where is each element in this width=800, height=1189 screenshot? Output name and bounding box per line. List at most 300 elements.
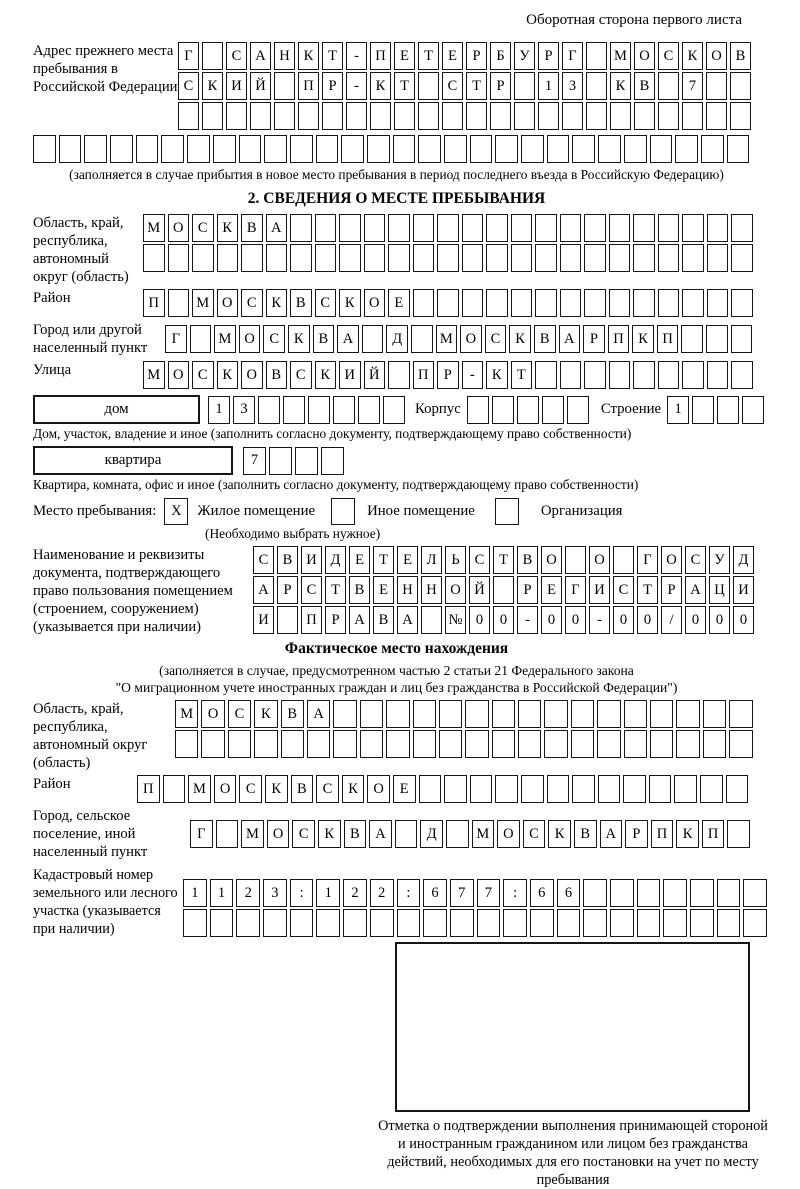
- char-box[interactable]: [370, 909, 394, 937]
- char-box[interactable]: Р: [277, 576, 298, 604]
- char-box[interactable]: К: [288, 325, 310, 353]
- char-box[interactable]: [707, 244, 729, 272]
- char-box[interactable]: В: [534, 325, 556, 353]
- char-box[interactable]: [682, 244, 704, 272]
- char-box[interactable]: [413, 244, 435, 272]
- char-box[interactable]: [495, 135, 518, 163]
- char-box[interactable]: [418, 102, 439, 130]
- char-box[interactable]: О: [214, 775, 237, 803]
- char-box[interactable]: [467, 396, 489, 424]
- char-box[interactable]: [411, 325, 433, 353]
- char-box[interactable]: [707, 289, 729, 317]
- char-box[interactable]: 0: [709, 606, 730, 634]
- char-box[interactable]: Е: [373, 576, 394, 604]
- char-box[interactable]: [386, 700, 409, 728]
- char-box[interactable]: [544, 730, 567, 758]
- char-box[interactable]: О: [445, 576, 466, 604]
- char-box[interactable]: [707, 214, 729, 242]
- char-box[interactable]: [168, 289, 190, 317]
- char-box[interactable]: В: [266, 361, 288, 389]
- char-box[interactable]: Е: [394, 42, 415, 70]
- char-box[interactable]: [250, 102, 271, 130]
- char-box[interactable]: [495, 775, 518, 803]
- char-box[interactable]: С: [485, 325, 507, 353]
- char-box[interactable]: [388, 244, 410, 272]
- char-box[interactable]: -: [462, 361, 484, 389]
- char-box[interactable]: [503, 909, 527, 937]
- char-box[interactable]: [343, 909, 367, 937]
- char-box[interactable]: П: [651, 820, 674, 848]
- char-box[interactable]: [572, 135, 595, 163]
- char-box[interactable]: Д: [386, 325, 408, 353]
- char-box[interactable]: О: [241, 361, 263, 389]
- char-box[interactable]: М: [143, 214, 165, 242]
- char-box[interactable]: [562, 102, 583, 130]
- char-box[interactable]: Р: [322, 72, 343, 100]
- char-box[interactable]: [201, 730, 224, 758]
- char-box[interactable]: [274, 102, 295, 130]
- char-box[interactable]: [486, 214, 508, 242]
- char-box[interactable]: В: [574, 820, 597, 848]
- char-box[interactable]: Р: [325, 606, 346, 634]
- char-box[interactable]: [676, 700, 699, 728]
- char-box[interactable]: [163, 775, 186, 803]
- char-box[interactable]: [658, 244, 680, 272]
- char-box[interactable]: [690, 879, 714, 907]
- char-box[interactable]: [557, 909, 581, 937]
- char-box[interactable]: [609, 361, 631, 389]
- char-box[interactable]: [263, 909, 287, 937]
- char-box[interactable]: [346, 102, 367, 130]
- char-box[interactable]: Д: [325, 546, 346, 574]
- char-box[interactable]: [190, 325, 212, 353]
- char-box[interactable]: О: [460, 325, 482, 353]
- char-box[interactable]: [358, 396, 380, 424]
- char-box[interactable]: В: [291, 775, 314, 803]
- char-box[interactable]: [729, 730, 752, 758]
- char-box[interactable]: [470, 135, 493, 163]
- char-box[interactable]: [419, 775, 442, 803]
- char-box[interactable]: [583, 909, 607, 937]
- char-box[interactable]: [333, 396, 355, 424]
- char-box[interactable]: Г: [178, 42, 199, 70]
- char-box[interactable]: Л: [421, 546, 442, 574]
- char-box[interactable]: Е: [393, 775, 416, 803]
- char-box[interactable]: П: [370, 42, 391, 70]
- char-box[interactable]: [241, 244, 263, 272]
- checkbox-org[interactable]: [495, 498, 519, 525]
- char-box[interactable]: С: [253, 546, 274, 574]
- char-box[interactable]: В: [290, 289, 312, 317]
- char-box[interactable]: [307, 730, 330, 758]
- char-box[interactable]: [690, 909, 714, 937]
- char-box[interactable]: П: [413, 361, 435, 389]
- char-box[interactable]: [658, 361, 680, 389]
- char-box[interactable]: [518, 700, 541, 728]
- char-box[interactable]: [418, 135, 441, 163]
- char-box[interactable]: А: [559, 325, 581, 353]
- char-box[interactable]: [565, 546, 586, 574]
- char-box[interactable]: Т: [322, 42, 343, 70]
- char-box[interactable]: [321, 447, 344, 475]
- char-box[interactable]: А: [369, 820, 392, 848]
- char-box[interactable]: М: [214, 325, 236, 353]
- char-box[interactable]: [658, 289, 680, 317]
- char-box[interactable]: П: [657, 325, 679, 353]
- char-box[interactable]: Й: [469, 576, 490, 604]
- char-box[interactable]: [413, 214, 435, 242]
- char-box[interactable]: [586, 102, 607, 130]
- char-box[interactable]: О: [589, 546, 610, 574]
- char-box[interactable]: [277, 606, 298, 634]
- char-box[interactable]: [465, 730, 488, 758]
- char-box[interactable]: [466, 102, 487, 130]
- char-box[interactable]: [290, 135, 313, 163]
- char-box[interactable]: [59, 135, 82, 163]
- char-box[interactable]: [633, 361, 655, 389]
- char-box[interactable]: Н: [397, 576, 418, 604]
- char-box[interactable]: Е: [397, 546, 418, 574]
- char-box[interactable]: Й: [250, 72, 271, 100]
- char-box[interactable]: И: [253, 606, 274, 634]
- char-box[interactable]: [584, 289, 606, 317]
- char-box[interactable]: [178, 102, 199, 130]
- char-box[interactable]: -: [589, 606, 610, 634]
- char-box[interactable]: Й: [364, 361, 386, 389]
- char-box[interactable]: [729, 700, 752, 728]
- char-box[interactable]: М: [610, 42, 631, 70]
- char-box[interactable]: [682, 214, 704, 242]
- char-box[interactable]: [493, 576, 514, 604]
- char-box[interactable]: [706, 72, 727, 100]
- char-box[interactable]: [462, 244, 484, 272]
- char-box[interactable]: [681, 325, 703, 353]
- char-box[interactable]: Г: [190, 820, 213, 848]
- checkbox-zhiloe[interactable]: X: [164, 498, 188, 525]
- char-box[interactable]: [560, 214, 582, 242]
- char-box[interactable]: [742, 396, 764, 424]
- char-box[interactable]: [187, 135, 210, 163]
- char-box[interactable]: С: [228, 700, 251, 728]
- char-box[interactable]: 0: [565, 606, 586, 634]
- char-box[interactable]: Р: [538, 42, 559, 70]
- char-box[interactable]: И: [339, 361, 361, 389]
- char-box[interactable]: Т: [325, 576, 346, 604]
- char-box[interactable]: [586, 42, 607, 70]
- char-box[interactable]: [613, 546, 634, 574]
- char-box[interactable]: [511, 214, 533, 242]
- char-box[interactable]: 1: [183, 879, 207, 907]
- char-box[interactable]: [637, 879, 661, 907]
- char-box[interactable]: [663, 909, 687, 937]
- char-box[interactable]: [446, 820, 469, 848]
- char-box[interactable]: К: [266, 289, 288, 317]
- char-box[interactable]: [571, 700, 594, 728]
- char-box[interactable]: Р: [490, 72, 511, 100]
- char-box[interactable]: 7: [243, 447, 266, 475]
- char-box[interactable]: У: [514, 42, 535, 70]
- char-box[interactable]: [584, 244, 606, 272]
- char-box[interactable]: Г: [565, 576, 586, 604]
- char-box[interactable]: Р: [517, 576, 538, 604]
- char-box[interactable]: Н: [421, 576, 442, 604]
- char-box[interactable]: В: [634, 72, 655, 100]
- char-box[interactable]: [360, 730, 383, 758]
- char-box[interactable]: [210, 909, 234, 937]
- char-box[interactable]: [383, 396, 405, 424]
- char-box[interactable]: [609, 244, 631, 272]
- char-box[interactable]: [518, 730, 541, 758]
- char-box[interactable]: [486, 244, 508, 272]
- char-box[interactable]: 6: [557, 879, 581, 907]
- char-box[interactable]: [743, 909, 767, 937]
- char-box[interactable]: [161, 135, 184, 163]
- char-box[interactable]: [492, 730, 515, 758]
- char-box[interactable]: С: [685, 546, 706, 574]
- char-box[interactable]: И: [226, 72, 247, 100]
- char-box[interactable]: [682, 289, 704, 317]
- char-box[interactable]: [283, 396, 305, 424]
- char-box[interactable]: 0: [493, 606, 514, 634]
- char-box[interactable]: [633, 289, 655, 317]
- char-box[interactable]: [706, 102, 727, 130]
- char-box[interactable]: С: [301, 576, 322, 604]
- char-box[interactable]: К: [217, 361, 239, 389]
- char-box[interactable]: [542, 396, 564, 424]
- char-box[interactable]: 2: [370, 879, 394, 907]
- char-box[interactable]: О: [267, 820, 290, 848]
- char-box[interactable]: [726, 775, 749, 803]
- char-box[interactable]: [266, 244, 288, 272]
- char-box[interactable]: [388, 214, 410, 242]
- char-box[interactable]: [517, 396, 539, 424]
- char-box[interactable]: [423, 909, 447, 937]
- char-box[interactable]: А: [250, 42, 271, 70]
- char-box[interactable]: 3: [562, 72, 583, 100]
- char-box[interactable]: С: [315, 289, 337, 317]
- char-box[interactable]: [274, 72, 295, 100]
- char-box[interactable]: [290, 909, 314, 937]
- char-box[interactable]: С: [241, 289, 263, 317]
- char-box[interactable]: К: [315, 361, 337, 389]
- char-box[interactable]: [192, 244, 214, 272]
- char-box[interactable]: [633, 244, 655, 272]
- char-box[interactable]: М: [143, 361, 165, 389]
- char-box[interactable]: П: [301, 606, 322, 634]
- char-box[interactable]: [110, 135, 133, 163]
- char-box[interactable]: С: [292, 820, 315, 848]
- char-box[interactable]: Т: [373, 546, 394, 574]
- char-box[interactable]: Д: [733, 546, 754, 574]
- char-box[interactable]: -: [517, 606, 538, 634]
- char-box[interactable]: [511, 244, 533, 272]
- char-box[interactable]: [706, 325, 728, 353]
- char-box[interactable]: С: [239, 775, 262, 803]
- char-box[interactable]: [254, 730, 277, 758]
- char-box[interactable]: [486, 289, 508, 317]
- char-box[interactable]: [397, 909, 421, 937]
- char-box[interactable]: П: [298, 72, 319, 100]
- char-box[interactable]: [650, 700, 673, 728]
- char-box[interactable]: 7: [450, 879, 474, 907]
- char-box[interactable]: [598, 135, 621, 163]
- char-box[interactable]: Е: [349, 546, 370, 574]
- char-box[interactable]: Т: [418, 42, 439, 70]
- char-box[interactable]: В: [349, 576, 370, 604]
- char-box[interactable]: [692, 396, 714, 424]
- char-box[interactable]: [658, 214, 680, 242]
- char-box[interactable]: Ц: [709, 576, 730, 604]
- char-box[interactable]: А: [349, 606, 370, 634]
- char-box[interactable]: [674, 775, 697, 803]
- char-box[interactable]: 6: [423, 879, 447, 907]
- char-box[interactable]: [439, 730, 462, 758]
- char-box[interactable]: [730, 72, 751, 100]
- char-box[interactable]: С: [658, 42, 679, 70]
- char-box[interactable]: А: [253, 576, 274, 604]
- char-box[interactable]: [624, 700, 647, 728]
- char-box[interactable]: М: [175, 700, 198, 728]
- char-box[interactable]: О: [168, 361, 190, 389]
- char-box[interactable]: [168, 244, 190, 272]
- char-box[interactable]: 0: [613, 606, 634, 634]
- char-box[interactable]: [535, 214, 557, 242]
- char-box[interactable]: [465, 700, 488, 728]
- char-box[interactable]: [386, 730, 409, 758]
- char-box[interactable]: С: [316, 775, 339, 803]
- char-box[interactable]: [658, 72, 679, 100]
- char-box[interactable]: [597, 700, 620, 728]
- char-box[interactable]: [731, 361, 753, 389]
- char-box[interactable]: [675, 135, 698, 163]
- char-box[interactable]: К: [217, 214, 239, 242]
- char-box[interactable]: К: [610, 72, 631, 100]
- char-box[interactable]: -: [346, 72, 367, 100]
- char-box[interactable]: [547, 775, 570, 803]
- char-box[interactable]: 1: [208, 396, 230, 424]
- char-box[interactable]: [395, 820, 418, 848]
- char-box[interactable]: [315, 244, 337, 272]
- char-box[interactable]: В: [277, 546, 298, 574]
- char-box[interactable]: М: [188, 775, 211, 803]
- char-box[interactable]: К: [548, 820, 571, 848]
- char-box[interactable]: [175, 730, 198, 758]
- char-box[interactable]: О: [217, 289, 239, 317]
- char-box[interactable]: В: [730, 42, 751, 70]
- char-box[interactable]: [572, 775, 595, 803]
- char-box[interactable]: Н: [274, 42, 295, 70]
- char-box[interactable]: [394, 102, 415, 130]
- char-box[interactable]: [571, 730, 594, 758]
- char-box[interactable]: Т: [466, 72, 487, 100]
- char-box[interactable]: [462, 289, 484, 317]
- char-box[interactable]: Б: [490, 42, 511, 70]
- char-box[interactable]: [682, 361, 704, 389]
- char-box[interactable]: М: [472, 820, 495, 848]
- char-box[interactable]: Т: [511, 361, 533, 389]
- char-box[interactable]: 0: [637, 606, 658, 634]
- char-box[interactable]: С: [613, 576, 634, 604]
- char-box[interactable]: [339, 214, 361, 242]
- char-box[interactable]: 2: [236, 879, 260, 907]
- char-box[interactable]: [597, 730, 620, 758]
- char-box[interactable]: [462, 214, 484, 242]
- char-box[interactable]: С: [192, 214, 214, 242]
- char-box[interactable]: [610, 909, 634, 937]
- char-box[interactable]: О: [541, 546, 562, 574]
- char-box[interactable]: [633, 214, 655, 242]
- char-box[interactable]: А: [266, 214, 288, 242]
- char-box[interactable]: [213, 135, 236, 163]
- char-box[interactable]: [477, 909, 501, 937]
- char-box[interactable]: [727, 135, 750, 163]
- char-box[interactable]: [217, 244, 239, 272]
- char-box[interactable]: [216, 820, 239, 848]
- char-box[interactable]: [514, 102, 535, 130]
- char-box[interactable]: [560, 244, 582, 272]
- char-box[interactable]: [535, 361, 557, 389]
- char-box[interactable]: О: [239, 325, 261, 353]
- char-box[interactable]: К: [202, 72, 223, 100]
- char-box[interactable]: [333, 700, 356, 728]
- char-box[interactable]: [743, 879, 767, 907]
- char-box[interactable]: 0: [541, 606, 562, 634]
- char-box[interactable]: [624, 730, 647, 758]
- char-box[interactable]: [584, 361, 606, 389]
- char-box[interactable]: Р: [661, 576, 682, 604]
- char-box[interactable]: [731, 214, 753, 242]
- char-box[interactable]: С: [226, 42, 247, 70]
- char-box[interactable]: [535, 244, 557, 272]
- char-box[interactable]: [490, 102, 511, 130]
- char-box[interactable]: [610, 879, 634, 907]
- char-box[interactable]: [700, 775, 723, 803]
- char-box[interactable]: [450, 909, 474, 937]
- char-box[interactable]: [236, 909, 260, 937]
- char-box[interactable]: [393, 135, 416, 163]
- char-box[interactable]: П: [702, 820, 725, 848]
- char-box[interactable]: [290, 244, 312, 272]
- char-box[interactable]: 0: [733, 606, 754, 634]
- char-box[interactable]: [663, 879, 687, 907]
- char-box[interactable]: [84, 135, 107, 163]
- char-box[interactable]: [226, 102, 247, 130]
- char-box[interactable]: П: [608, 325, 630, 353]
- char-box[interactable]: [290, 214, 312, 242]
- char-box[interactable]: 0: [685, 606, 706, 634]
- char-box[interactable]: К: [682, 42, 703, 70]
- char-box[interactable]: [544, 700, 567, 728]
- char-box[interactable]: №: [445, 606, 466, 634]
- char-box[interactable]: Т: [394, 72, 415, 100]
- char-box[interactable]: О: [201, 700, 224, 728]
- char-box[interactable]: [707, 361, 729, 389]
- char-box[interactable]: [703, 700, 726, 728]
- char-box[interactable]: 2: [343, 879, 367, 907]
- char-box[interactable]: М: [436, 325, 458, 353]
- char-box[interactable]: [437, 214, 459, 242]
- char-box[interactable]: [370, 102, 391, 130]
- char-box[interactable]: О: [706, 42, 727, 70]
- char-box[interactable]: [717, 909, 741, 937]
- char-box[interactable]: У: [709, 546, 730, 574]
- char-box[interactable]: М: [241, 820, 264, 848]
- char-box[interactable]: В: [517, 546, 538, 574]
- char-box[interactable]: [413, 289, 435, 317]
- char-box[interactable]: [418, 72, 439, 100]
- char-box[interactable]: Г: [637, 546, 658, 574]
- char-box[interactable]: [560, 289, 582, 317]
